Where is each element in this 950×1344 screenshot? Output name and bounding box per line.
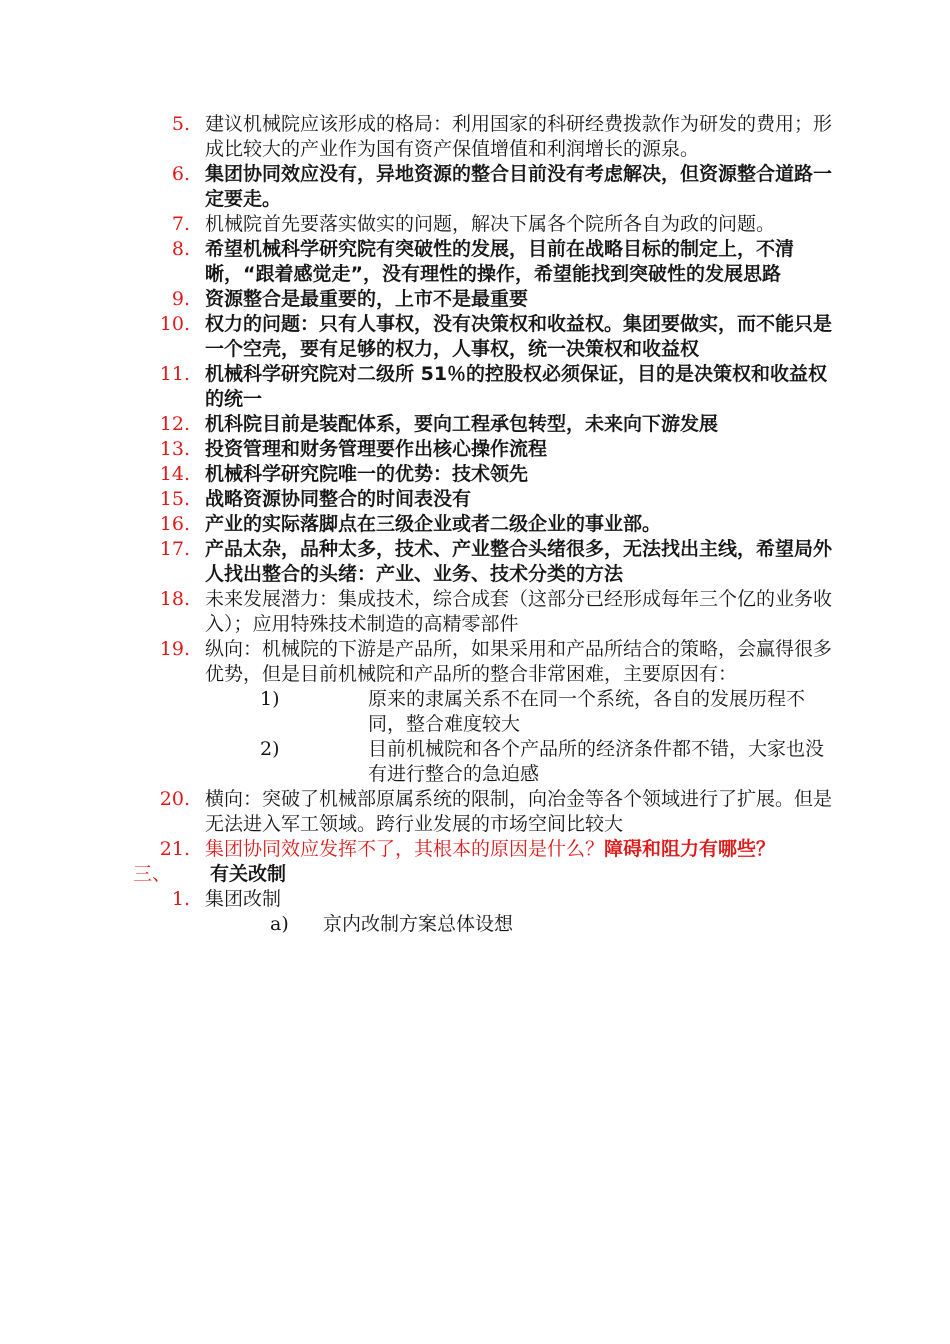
item-number: 9. (171, 288, 190, 310)
item-number: 11. (159, 363, 190, 385)
item-number: 16. (159, 513, 190, 535)
sub-item-letter: a) (270, 913, 289, 935)
item-text-regular: 集团协同效应发挥不了，其根本的原因是什么？ (205, 838, 605, 860)
list-item-14 (0, 462, 950, 487)
sub-item-number: 2) (260, 738, 280, 760)
list-item-10 (0, 312, 950, 362)
item-text: 机械科学研究院唯一的优势：技术领先 (205, 463, 529, 485)
item-text: 机科院目前是装配体系，要向工程承包转型，未来向下游发展 (205, 413, 719, 435)
item-text: 纵向：机械院的下游是产品所，如果采用和产品所结合的策略，会赢得很多优势，但是目前机械院和产品所的整合非常困难，主要原因有： (205, 638, 833, 685)
item-text: 权力的问题：只有人事权，没有决策权和收益权。集团要做实，而不能只是一个空壳，要有足够的权力，人事权，统一决策权和收益权 (205, 313, 833, 360)
item-text: 投资管理和财务管理要作出核心操作流程 (205, 438, 548, 460)
item-text: 产品太杂，品种太多，技术、产业整合头绪很多，无法找出主线，希望局外人找出整合的头绪：产业、业务、技术分类的方法 (205, 538, 833, 585)
item-text: 横向：突破了机械部原属系统的限制，向冶金等各个领域进行了扩展。但是无法进入军工领域。跨行业发展的市场空间比较大 (205, 788, 833, 835)
section-marker: 三、 (133, 863, 172, 885)
item-text-bold: 障碍和阻力有哪些？ (604, 838, 776, 860)
item-number: 10. (159, 313, 190, 335)
list-item-21 (0, 837, 950, 862)
item-number: 6. (171, 163, 190, 185)
item-number: 17. (159, 538, 190, 560)
list-item-13 (0, 437, 950, 462)
item-text: 集团协同效应没有，异地资源的整合目前没有考虑解决，但资源整合道路一定要走。 (205, 163, 833, 210)
item-number: 18. (159, 588, 190, 610)
item-text: 希望机械科学研究院有突破性的发展，目前在战略目标的制定上，不清晰，“跟着感觉走”，没有理性的操作，希望能找到突破性的发展思路 (205, 238, 795, 285)
item-number: 13. (159, 438, 190, 460)
item-number: 7. (171, 213, 190, 235)
sub-item-number: 1) (260, 688, 280, 710)
item-number: 15. (159, 488, 190, 510)
list-item-9 (0, 287, 950, 312)
item-number: 1. (171, 888, 190, 910)
sub-item-text: 京内改制方案总体设想 (323, 913, 514, 935)
list-item-8 (0, 237, 950, 287)
sublist-item-1 (0, 887, 950, 912)
sub-item-text: 原来的隶属关系不在同一个系统，各自的发展历程不同，整合难度较大 (368, 688, 806, 735)
item-number: 5. (171, 113, 190, 135)
item-text: 未来发展潜力：集成技术，综合成套（这部分已经形成每年三个亿的业务收入）；应用特殊技术制造的高精零部件 (205, 588, 833, 635)
item-text: 机械院首先要落实做实的问题，解决下属各个院所各自为政的问题。 (205, 213, 776, 235)
list-item-11 (0, 362, 950, 412)
item-text: 产业的实际落脚点在三级企业或者二级企业的事业部。 (205, 513, 662, 535)
list-item-12 (0, 412, 950, 437)
item-text: 机械科学研究院对二级所 51％的控股权必须保证，目的是决策权和收益权的统一 (205, 363, 828, 410)
sublist-item-1a (270, 912, 950, 937)
list-item-16 (0, 512, 950, 537)
item-number: 14. (159, 463, 190, 485)
sub-item-19-2 (260, 737, 950, 787)
list-item-5 (0, 112, 950, 162)
item-text: 资源整合是最重要的，上市不是最重要 (205, 288, 529, 310)
item-number: 20. (159, 788, 190, 810)
item-number: 21. (159, 838, 190, 860)
item-number: 8. (171, 238, 190, 260)
item-text: 战略资源协同整合的时间表没有 (205, 488, 472, 510)
item-text: 建议机械院应该形成的格局：利用国家的科研经费拨款作为研发的费用；形成比较大的产业作为国有资产保值增值和利润增长的源泉。 (205, 113, 833, 160)
list-item-20 (0, 787, 950, 837)
item-text (205, 837, 832, 862)
list-item-7 (0, 212, 950, 237)
list-item-15 (0, 487, 950, 512)
item-number: 12. (159, 413, 190, 435)
sub-item-19-1 (260, 687, 950, 737)
item-text: 集团改制 (205, 888, 282, 910)
item-number: 19. (159, 638, 190, 660)
section-title: 有关改制 (210, 863, 287, 885)
list-item-19 (0, 637, 950, 687)
section-heading (133, 862, 950, 887)
list-item-6 (0, 162, 950, 212)
list-item-18 (0, 587, 950, 637)
list-item-17 (0, 537, 950, 587)
sub-item-text: 目前机械院和各个产品所的经济条件都不错，大家也没有进行整合的急迫感 (368, 738, 825, 785)
